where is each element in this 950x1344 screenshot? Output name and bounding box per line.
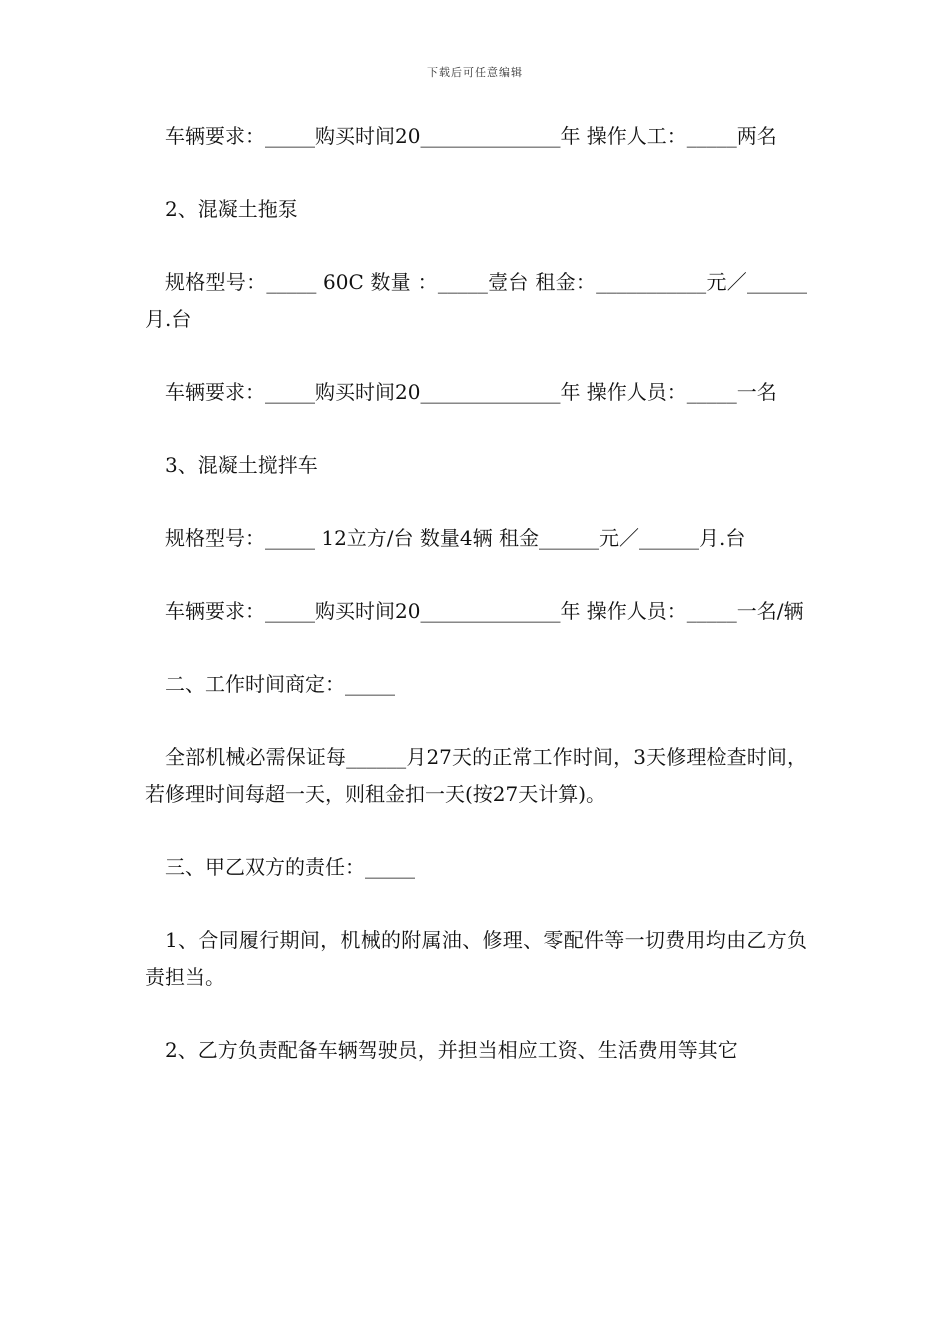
item-heading-mixer-truck: 3、混凝土搅拌车 (165, 453, 318, 477)
responsibility-item-1: 1、合同履行期间，机械的附属油、修理、零配件等一切费用均由乙方负责担当。 (145, 928, 807, 989)
vehicle-requirement-paragraph: 车辆要求：_____购买时间20______________年 操作人员：_____一名 (165, 380, 777, 404)
spec-paragraph-mixer: 规格型号：_____ 12立方/台 数量4辆 租金______元／______月.台 (165, 526, 746, 550)
vehicle-requirement-paragraph: 车辆要求：_____购买时间20______________年 操作人员：_____一名/辆 (165, 599, 804, 623)
page-header: 下载后可任意编辑 (427, 66, 523, 79)
responsibility-item-2: 2、乙方负责配备车辆驾驶员，并担当相应工资、生活费用等其它 (165, 1038, 738, 1062)
vehicle-requirement-paragraph: 车辆要求：_____购买时间20______________年 操作人工：_____两名 (165, 124, 777, 148)
item-heading-concrete-pump: 2、混凝土拖泵 (165, 197, 298, 221)
section-heading-work-time: 二、工作时间商定：_____ (165, 672, 395, 696)
spec-paragraph-pump: 规格型号：_____ 60C 数量 ：_____壹台 租金：___________元／______月.台 (145, 270, 807, 331)
section-heading-responsibilities: 三、甲乙双方的责任：_____ (165, 855, 415, 879)
document-body (145, 118, 807, 1105)
work-time-paragraph: 全部机械必需保证每______月27天的正常工作时间，3天修理检查时间，若修理时间每超一天，则租金扣一天(按27天计算)。 (145, 745, 807, 806)
